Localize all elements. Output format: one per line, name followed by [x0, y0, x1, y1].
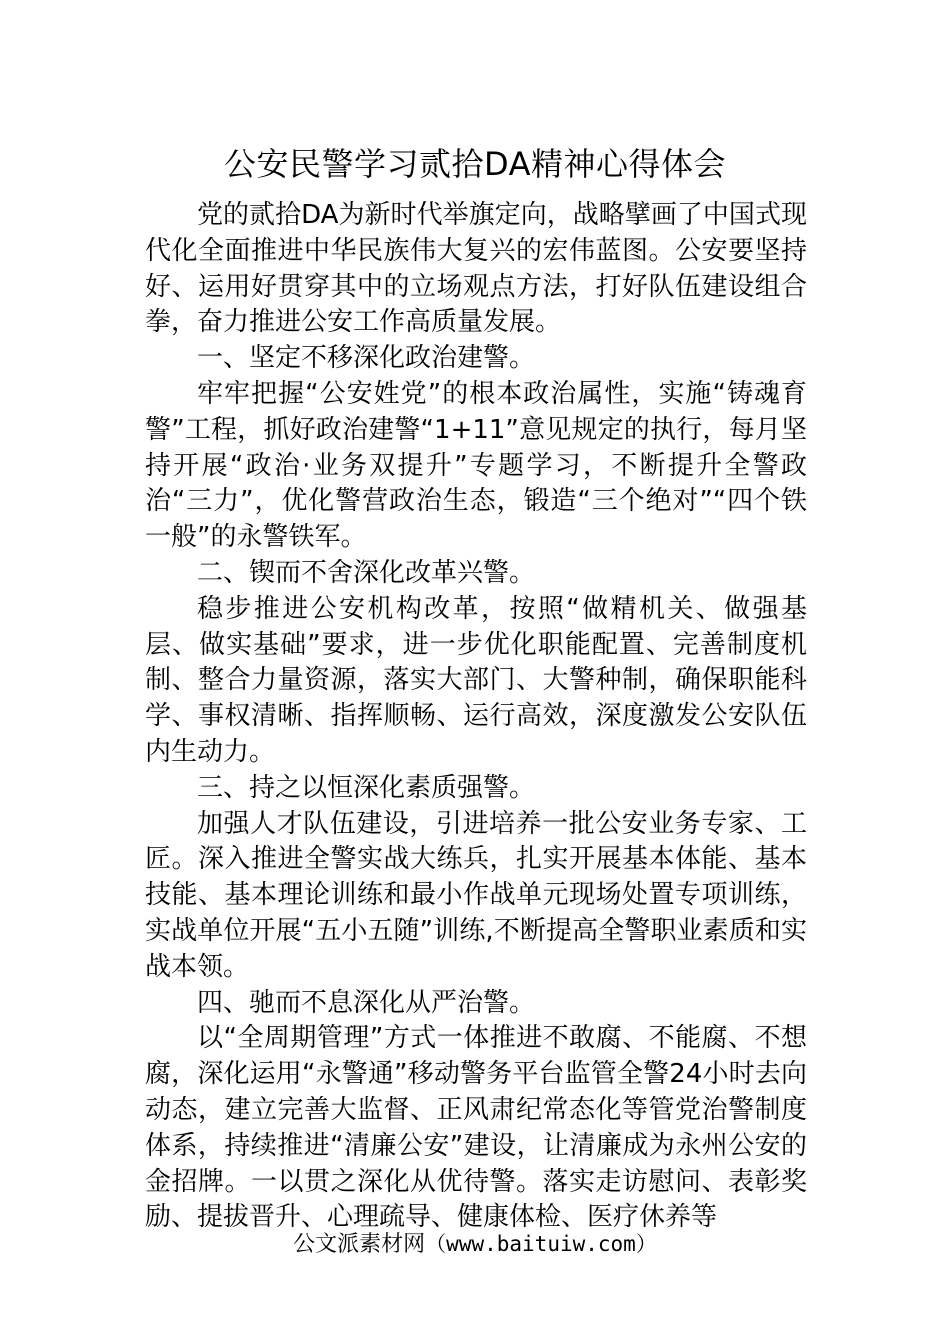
footer-url: （www.baituiw.com） [425, 1232, 657, 1256]
section-paragraph-4: 以“全周期管理”方式一体推进不敢腐、不能腐、不想腐，深化运用“永警通”移动警务平台监管全警24小时去向动态，建立完善大监督、正风肃纪常态化等管党治警制度体系，持续推进“清廉公安”建设，让清廉成为永州公安的金招牌。一以贯之深化从优待警。落实走访慰问、表彰奖励、提拔晋升、心理疏导、健康体检、医疗休养等 [145, 1023, 807, 1233]
section-paragraph-3: 加强人才队伍建设，引进培养一批公安业务专家、工匠。深入推进全警实战大练兵，扎实开展基本体能、基本技能、基本理论训练和最小作战单元现场处置专项训练，实战单位开展“五小五随”训练,不断提高全警职业素质和实战本领。 [145, 808, 807, 982]
page-footer [0, 1228, 950, 1261]
document-title: 公安民警学习贰拾DA精神心得体会 [224, 145, 726, 183]
section-heading-4: 四、驰而不息深化从严治警。 [197, 987, 536, 1018]
section-heading-2: 二、锲而不舍深化改革兴警。 [197, 557, 536, 588]
document-body [145, 198, 807, 1236]
intro-paragraph: 党的贰拾DA为新时代举旗定向，战略擘画了中国式现代化全面推进中华民族伟大复兴的宏伟蓝图。公安要坚持好、运用好贯穿其中的立场观点方法，打好队伍建设组合拳，奋力推进公安工作高质量发展。 [145, 200, 807, 338]
section-paragraph-2: 稳步推进公安机构改革，按照“做精机关、做强基层、做实基础”要求，进一步优化职能配置、完善制度机制、整合力量资源，落实大部门、大警种制，确保职能科学、事权清晰、指挥顺畅、运行高效，深度激发公安队伍内生动力。 [145, 593, 807, 767]
section-paragraph-1: 牢牢把握“公安姓党”的根本政治属性，实施“铸魂育警”工程，抓好政治建警“1+11”意见规定的执行，每月坚持开展“政治·业务双提升”专题学习，不断提升全警政治“三力”，优化警营政治生态，锻造“三个绝对”“四个铁一般”的永警铁军。 [145, 378, 807, 553]
section-heading-1: 一、坚定不移深化政治建警。 [197, 343, 536, 374]
section-heading-3: 三、持之以恒深化素质强警。 [197, 772, 536, 803]
footer-site-name: 公文派素材网 [293, 1232, 426, 1257]
